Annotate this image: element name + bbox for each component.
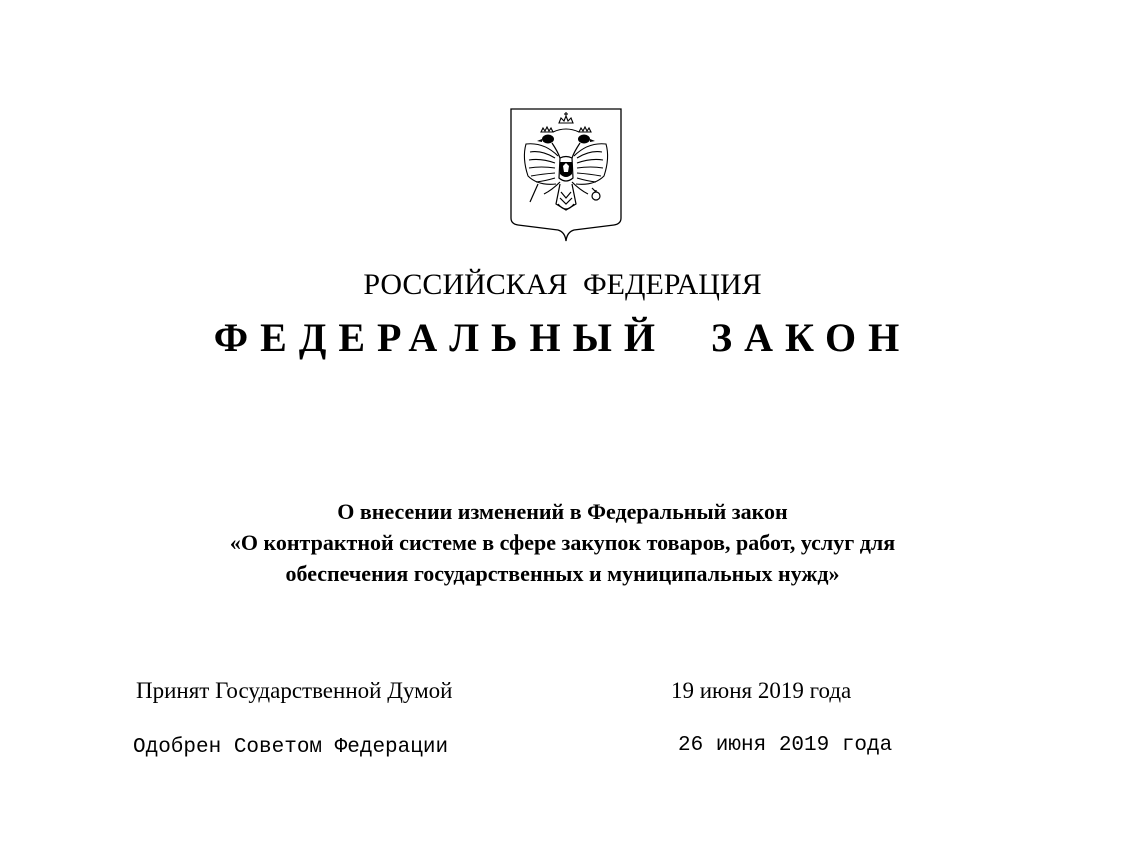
adoption-date-duma: 19 июня 2019 года [671,678,852,703]
adoption-date-federation-council: 26 июня 2019 года [678,734,893,757]
coat-of-arms-icon [508,106,624,244]
country-name: РОССИЙСКАЯ ФЕДЕРАЦИЯ [363,268,762,301]
law-title-line: обеспечения государственных и муниципальных нужд» [285,561,840,586]
adoption-label-duma: Принят Государственной Думой [136,678,453,703]
law-title [100,496,1025,589]
adoption-label-federation-council: Одобрен Советом Федерации [133,736,449,759]
law-title-line: О внесении изменений в Федеральный закон [337,499,788,524]
law-title-line: «О контрактной системе в сфере закупок товаров, работ, услуг для [229,530,896,555]
document-type: ФЕДЕРАЛЬНЫЙ ЗАКОН [213,315,912,360]
